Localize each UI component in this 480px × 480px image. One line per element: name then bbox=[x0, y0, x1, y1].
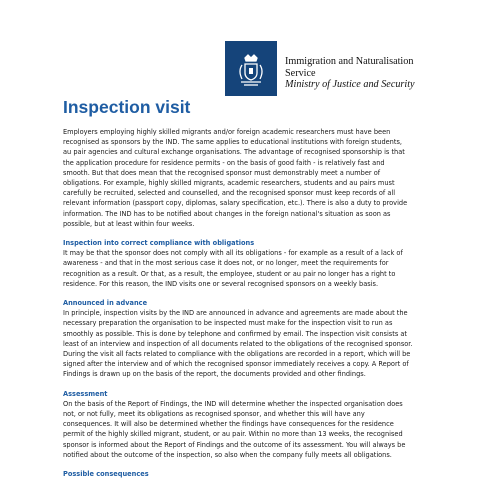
org-name-line1: Immigration and Naturalisation bbox=[285, 56, 414, 67]
text-line: It may be that the sponsor does not comply with all its obligations - for example as a result of a lack of bbox=[63, 249, 403, 258]
text-line: smooth. But that does mean that the recognised sponsor must demonstrably meet a number of bbox=[63, 168, 381, 177]
text-line: not, or not fully, meet its obligations as recognised sponsor, and whether this will have any bbox=[63, 410, 365, 419]
section-heading: Announced in advance bbox=[63, 299, 148, 308]
text-line: signed after the interview and of which the recognised sponsor immediately receives a copy. A Report of bbox=[63, 360, 409, 369]
text-line: carefully be recruited, selected and counselled, and the recognised sponsor must keep records of all bbox=[63, 189, 396, 198]
text-line: In principle, inspection visits by the IND are announced in advance and agreements are made about the bbox=[63, 309, 408, 318]
text-line: Employers employing highly skilled migrants and/or foreign academic researchers must have been bbox=[63, 128, 391, 136]
text-line: During the visit all facts related to compliance with the obligations are recorded in a report, which will be bbox=[63, 350, 411, 359]
section-heading: Possible consequences bbox=[63, 470, 149, 479]
text-line: necessary preparation the organisation to be inspected must make for the inspection visit to run as bbox=[63, 319, 393, 328]
org-name-line2: Service bbox=[285, 67, 316, 79]
coat-of-arms-icon bbox=[236, 53, 266, 87]
text-line: obligations. For example, highly skilled migrants, academic researchers, students and au pairs must bbox=[63, 179, 395, 188]
text-line: permit of the highly skilled migrant, student, or au pair. Within no more than 13 weeks, the recognised bbox=[63, 430, 403, 439]
text-line: recognised as sponsors by the IND. The same applies to educational institutions with foreign students, bbox=[63, 138, 402, 147]
intro-paragraph bbox=[63, 127, 419, 229]
text-line: au pair agencies and cultural exchange organisations. The advantage of recognised sponsorship is that bbox=[63, 148, 405, 157]
text-line: awareness - and that in the most serious case it does not, or no longer, meet the requirements for bbox=[63, 259, 389, 268]
text-line: the application procedure for residence permits - on the basis of good faith - is relatively fast and bbox=[63, 158, 385, 167]
text-line: notified about the outcome of the inspection, so also when the company fully meets all obligations. bbox=[63, 450, 392, 459]
text-line: On the basis of the Report of Findings, the IND will determine whether the inspected organisation does bbox=[63, 399, 403, 408]
section-announced bbox=[63, 298, 419, 380]
section-consequences bbox=[63, 469, 419, 479]
text-line: smoothly as possible. This is done by telephone and confirmed by email. The inspection visit consists at bbox=[63, 329, 407, 338]
document-body bbox=[63, 127, 419, 479]
text-line: Findings is drawn up on the basis of the report, the documents provided and other findings. bbox=[63, 370, 366, 379]
text-line: residence. For this reason, the IND visits one or several recognised sponsors on a weekly basis. bbox=[63, 279, 379, 288]
text-line: possible, but at least within four weeks. bbox=[63, 219, 195, 228]
text-line: recognition as a result. Or that, as a result, the employee, student or au pair no longer has a right to bbox=[63, 269, 396, 278]
section-assessment bbox=[63, 389, 419, 460]
section-heading: Inspection into correct compliance with obligations bbox=[63, 239, 255, 248]
ministry-name: Ministry of Justice and Security bbox=[285, 79, 415, 90]
page-title: Inspection visit bbox=[63, 97, 191, 117]
section-heading: Assessment bbox=[63, 389, 108, 398]
text-line: consequences. It will also be determined whether the findings have consequences for the residence bbox=[63, 420, 394, 429]
government-logo bbox=[225, 41, 277, 96]
text-line: sponsor is informed about the Report of Findings and the outcome of its assessment. You will always be bbox=[63, 440, 406, 449]
section-compliance bbox=[63, 238, 419, 289]
organisation-name bbox=[285, 56, 415, 91]
text-line: least of an interview and inspection of all documents related to the obligations of the recognised sponsor. bbox=[63, 339, 413, 348]
text-line: relevant information (passport copy, diplomas, salary specification, etc.). There is also a duty to provide bbox=[63, 199, 408, 208]
text-line: information. The IND has to be notified about changes in the foreign national's situation as soon as bbox=[63, 209, 391, 218]
